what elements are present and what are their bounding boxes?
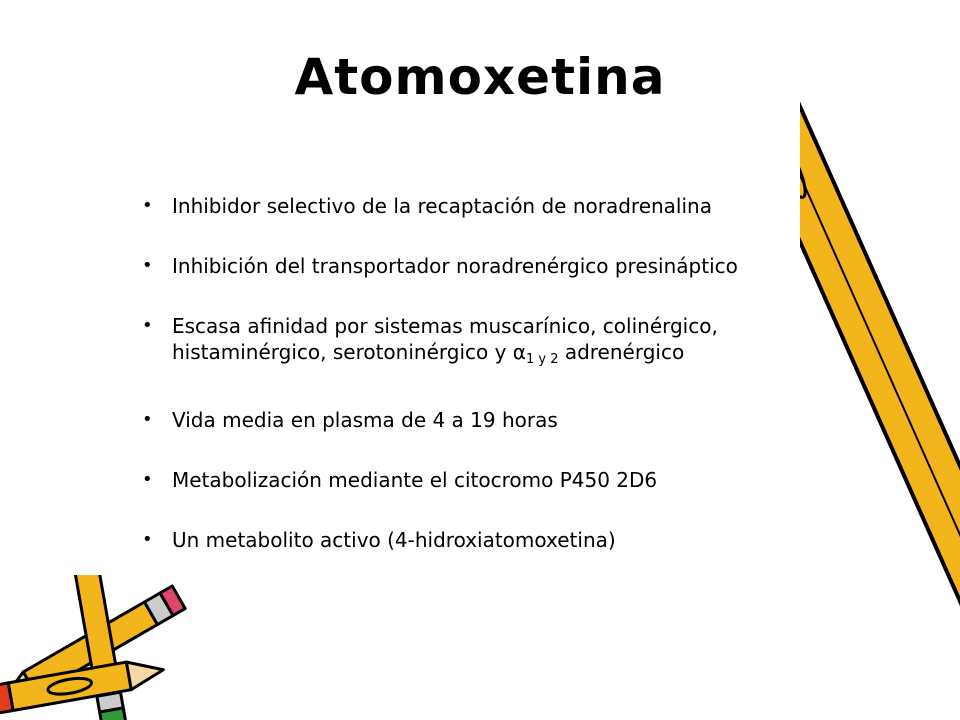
- bullet-item: • Inhibición del transportador noradrenérgico presináptico: [142, 254, 738, 278]
- bullet-item: • Metabolización mediante el citocromo P450 2D6: [142, 468, 658, 492]
- bullet-item: • Inhibidor selectivo de la recaptación de noradrenalina: [142, 194, 712, 218]
- slide-title: Atomoxetina: [294, 48, 666, 106]
- bullet-item: • Vida media en plasma de 4 a 19 horas: [142, 408, 558, 432]
- bullet-list: [140, 193, 900, 587]
- bullet-item: • Escasa afinidad por sistemas muscarínico, colinérgico, histaminérgico, serotoninérgico y $\alpha_{1 y 2}$ adrenérgico: [142, 314, 718, 367]
- pencil-icon: [0, 575, 200, 720]
- bullet-item: • Un metabolito activo (4-hidroxiatomoxetina): [142, 528, 616, 552]
- pencil-icon: [800, 0, 960, 720]
